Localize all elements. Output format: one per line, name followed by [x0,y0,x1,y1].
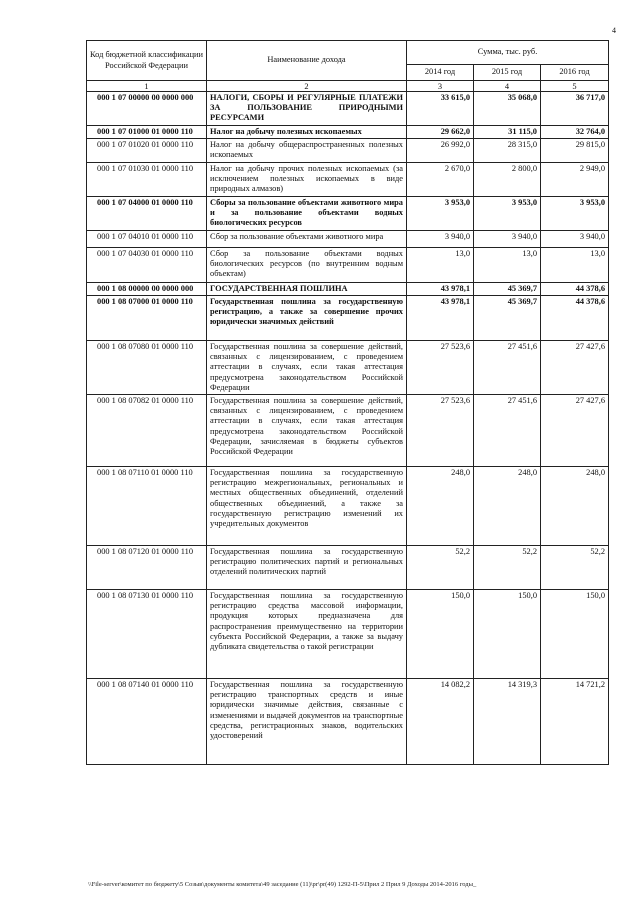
col-number-1: 1 [87,81,207,92]
code-cell: 000 1 07 04010 01 0000 110 [87,230,207,247]
value-2016-cell: 44 378,6 [541,282,609,295]
value-2014-cell: 27 523,6 [407,395,474,467]
code-cell: 000 1 07 00000 00 0000 000 [87,92,207,126]
table-row [87,590,609,679]
page-number: 4 [612,26,616,35]
value-2014-cell: 2 670,0 [407,162,474,196]
value-2015-cell: 52,2 [474,546,541,590]
table-row [87,138,609,162]
code-cell: 000 1 08 07000 01 0000 110 [87,296,207,341]
value-2014-cell: 150,0 [407,590,474,679]
value-2016-cell: 27 427,6 [541,341,609,395]
code-cell: 000 1 08 07120 01 0000 110 [87,546,207,590]
value-2016-cell: 3 953,0 [541,196,609,230]
code-header: Код бюджетной классификации Российской Федерации [87,41,207,81]
value-2015-cell: 2 800,0 [474,162,541,196]
code-cell: 000 1 08 07140 01 0000 110 [87,679,207,765]
value-2016-cell: 3 940,0 [541,230,609,247]
value-2014-cell: 248,0 [407,467,474,546]
col-number-3: 3 [407,81,474,92]
value-2016-cell: 2 949,0 [541,162,609,196]
name-cell: Налог на добычу полезных ископаемых [207,125,407,138]
code-cell: 000 1 07 01030 01 0000 110 [87,162,207,196]
value-2015-cell: 14 319,3 [474,679,541,765]
table-row [87,296,609,341]
value-2016-cell: 52,2 [541,546,609,590]
revenue-table [86,40,609,765]
value-2016-cell: 27 427,6 [541,395,609,467]
value-2015-cell: 45 369,7 [474,296,541,341]
name-cell: Государственная пошлина за государственную регистрацию средства массовой информации, продукция которых предназначена для распространения преимущественно на территории субъекта Российской Федерации, а также за выдачу дубликата свидетельства о такой регистрации [207,590,407,679]
value-2014-cell: 43 978,1 [407,282,474,295]
name-cell: Государственная пошлина за государственную регистрацию транспортных средств и иные юридически значимые действия, связанные с изменениями и выдачей документов на транспортные средства, регистрационных знаков, водительских удостоверений [207,679,407,765]
value-2014-cell: 27 523,6 [407,341,474,395]
value-2014-cell: 3 953,0 [407,196,474,230]
value-2016-cell: 44 378,6 [541,296,609,341]
code-cell: 000 1 08 07080 01 0000 110 [87,341,207,395]
code-cell: 000 1 07 01000 01 0000 110 [87,125,207,138]
name-cell: Налог на добычу прочих полезных ископаемых (за исключением полезных ископаемых в виде природных алмазов) [207,162,407,196]
col-number-2: 2 [207,81,407,92]
code-cell: 000 1 07 01020 01 0000 110 [87,138,207,162]
code-cell: 000 1 08 07082 01 0000 110 [87,395,207,467]
value-2016-cell: 13,0 [541,247,609,282]
name-header: Наименование дохода [207,41,407,81]
value-2014-cell: 3 940,0 [407,230,474,247]
code-cell: 000 1 08 00000 00 0000 000 [87,282,207,295]
name-cell: Государственная пошлина за государственную регистрацию межрегиональных, региональных и местных общественных объединений, отделений общественных объединений, а также за государственную регистрацию изменений их учредительных документов [207,467,407,546]
value-2016-cell: 248,0 [541,467,609,546]
name-cell: Государственная пошлина за государственную регистрацию политических партий и региональных отделений политических партий [207,546,407,590]
value-2016-cell: 29 815,0 [541,138,609,162]
value-2015-cell: 3 953,0 [474,196,541,230]
code-cell: 000 1 08 07110 01 0000 110 [87,467,207,546]
value-2014-cell: 26 992,0 [407,138,474,162]
value-2014-cell: 14 082,2 [407,679,474,765]
value-2015-cell: 31 115,0 [474,125,541,138]
name-cell: Государственная пошлина за совершение действий, связанных с лицензированием, с проведением аттестации в случаях, если такая аттестация предусмотрена законодательством Российской Федерации [207,341,407,395]
value-2014-cell: 43 978,1 [407,296,474,341]
value-2016-cell: 36 717,0 [541,92,609,126]
value-2015-cell: 27 451,6 [474,395,541,467]
value-2014-cell: 29 662,0 [407,125,474,138]
col-number-4: 4 [474,81,541,92]
value-2015-cell: 248,0 [474,467,541,546]
table-row [87,196,609,230]
value-2015-cell: 27 451,6 [474,341,541,395]
code-cell: 000 1 07 04000 01 0000 110 [87,196,207,230]
value-2016-cell: 150,0 [541,590,609,679]
value-2014-cell: 33 615,0 [407,92,474,126]
name-cell: ГОСУДАРСТВЕННАЯ ПОШЛИНА [207,282,407,295]
table-row [87,247,609,282]
col-number-5: 5 [541,81,609,92]
value-2014-cell: 13,0 [407,247,474,282]
value-2016-cell: 32 764,0 [541,125,609,138]
table-body [87,92,609,765]
table-row [87,125,609,138]
year-2016-header: 2016 год [541,65,609,81]
name-cell: Государственная пошлина за совершение действий, связанных с лицензированием, с проведением аттестации в случаях, если такая аттестация предусмотрена законодательством Российской Федерации, зачисляемая в бюджеты субъектов Российской Федерации [207,395,407,467]
name-cell: Сбор за пользование объектами водных биологических ресурсов (по внутренним водным объектам) [207,247,407,282]
name-cell: Сборы за пользование объектами животного мира и за пользование объектами водных биологических ресурсов [207,196,407,230]
value-2015-cell: 45 369,7 [474,282,541,295]
table-row [87,546,609,590]
name-cell: Налог на добычу общераспространенных полезных ископаемых [207,138,407,162]
table-row [87,282,609,295]
value-2015-cell: 35 068,0 [474,92,541,126]
name-cell: Сбор за пользование объектами животного мира [207,230,407,247]
value-2014-cell: 52,2 [407,546,474,590]
name-cell: Государственная пошлина за государственную регистрацию, а также за совершение прочих юридически значимых действий [207,296,407,341]
value-2015-cell: 28 315,0 [474,138,541,162]
code-cell: 000 1 08 07130 01 0000 110 [87,590,207,679]
sum-header: Сумма, тыс. руб. [407,41,609,65]
table-row [87,395,609,467]
table-row [87,341,609,395]
file-path-footer: \\File-server\комитет по бюджету\5 Созыв\документы комитета\49 заседание (11)\pr\pr(49) 1292-П-5\Прил 2 Прил 9 Доходы 2014-2016 годы_ [88,881,477,888]
table-row [87,679,609,765]
table-row [87,467,609,546]
value-2015-cell: 13,0 [474,247,541,282]
table-row [87,230,609,247]
code-cell: 000 1 07 04030 01 0000 110 [87,247,207,282]
value-2016-cell: 14 721,2 [541,679,609,765]
value-2015-cell: 3 940,0 [474,230,541,247]
name-cell: НАЛОГИ, СБОРЫ И РЕГУЛЯРНЫЕ ПЛАТЕЖИ ЗА ПОЛЬЗОВАНИЕ ПРИРОДНЫМИ РЕСУРСАМИ [207,92,407,126]
year-2015-header: 2015 год [474,65,541,81]
value-2015-cell: 150,0 [474,590,541,679]
table-row [87,162,609,196]
year-2014-header: 2014 год [407,65,474,81]
table-row [87,92,609,126]
